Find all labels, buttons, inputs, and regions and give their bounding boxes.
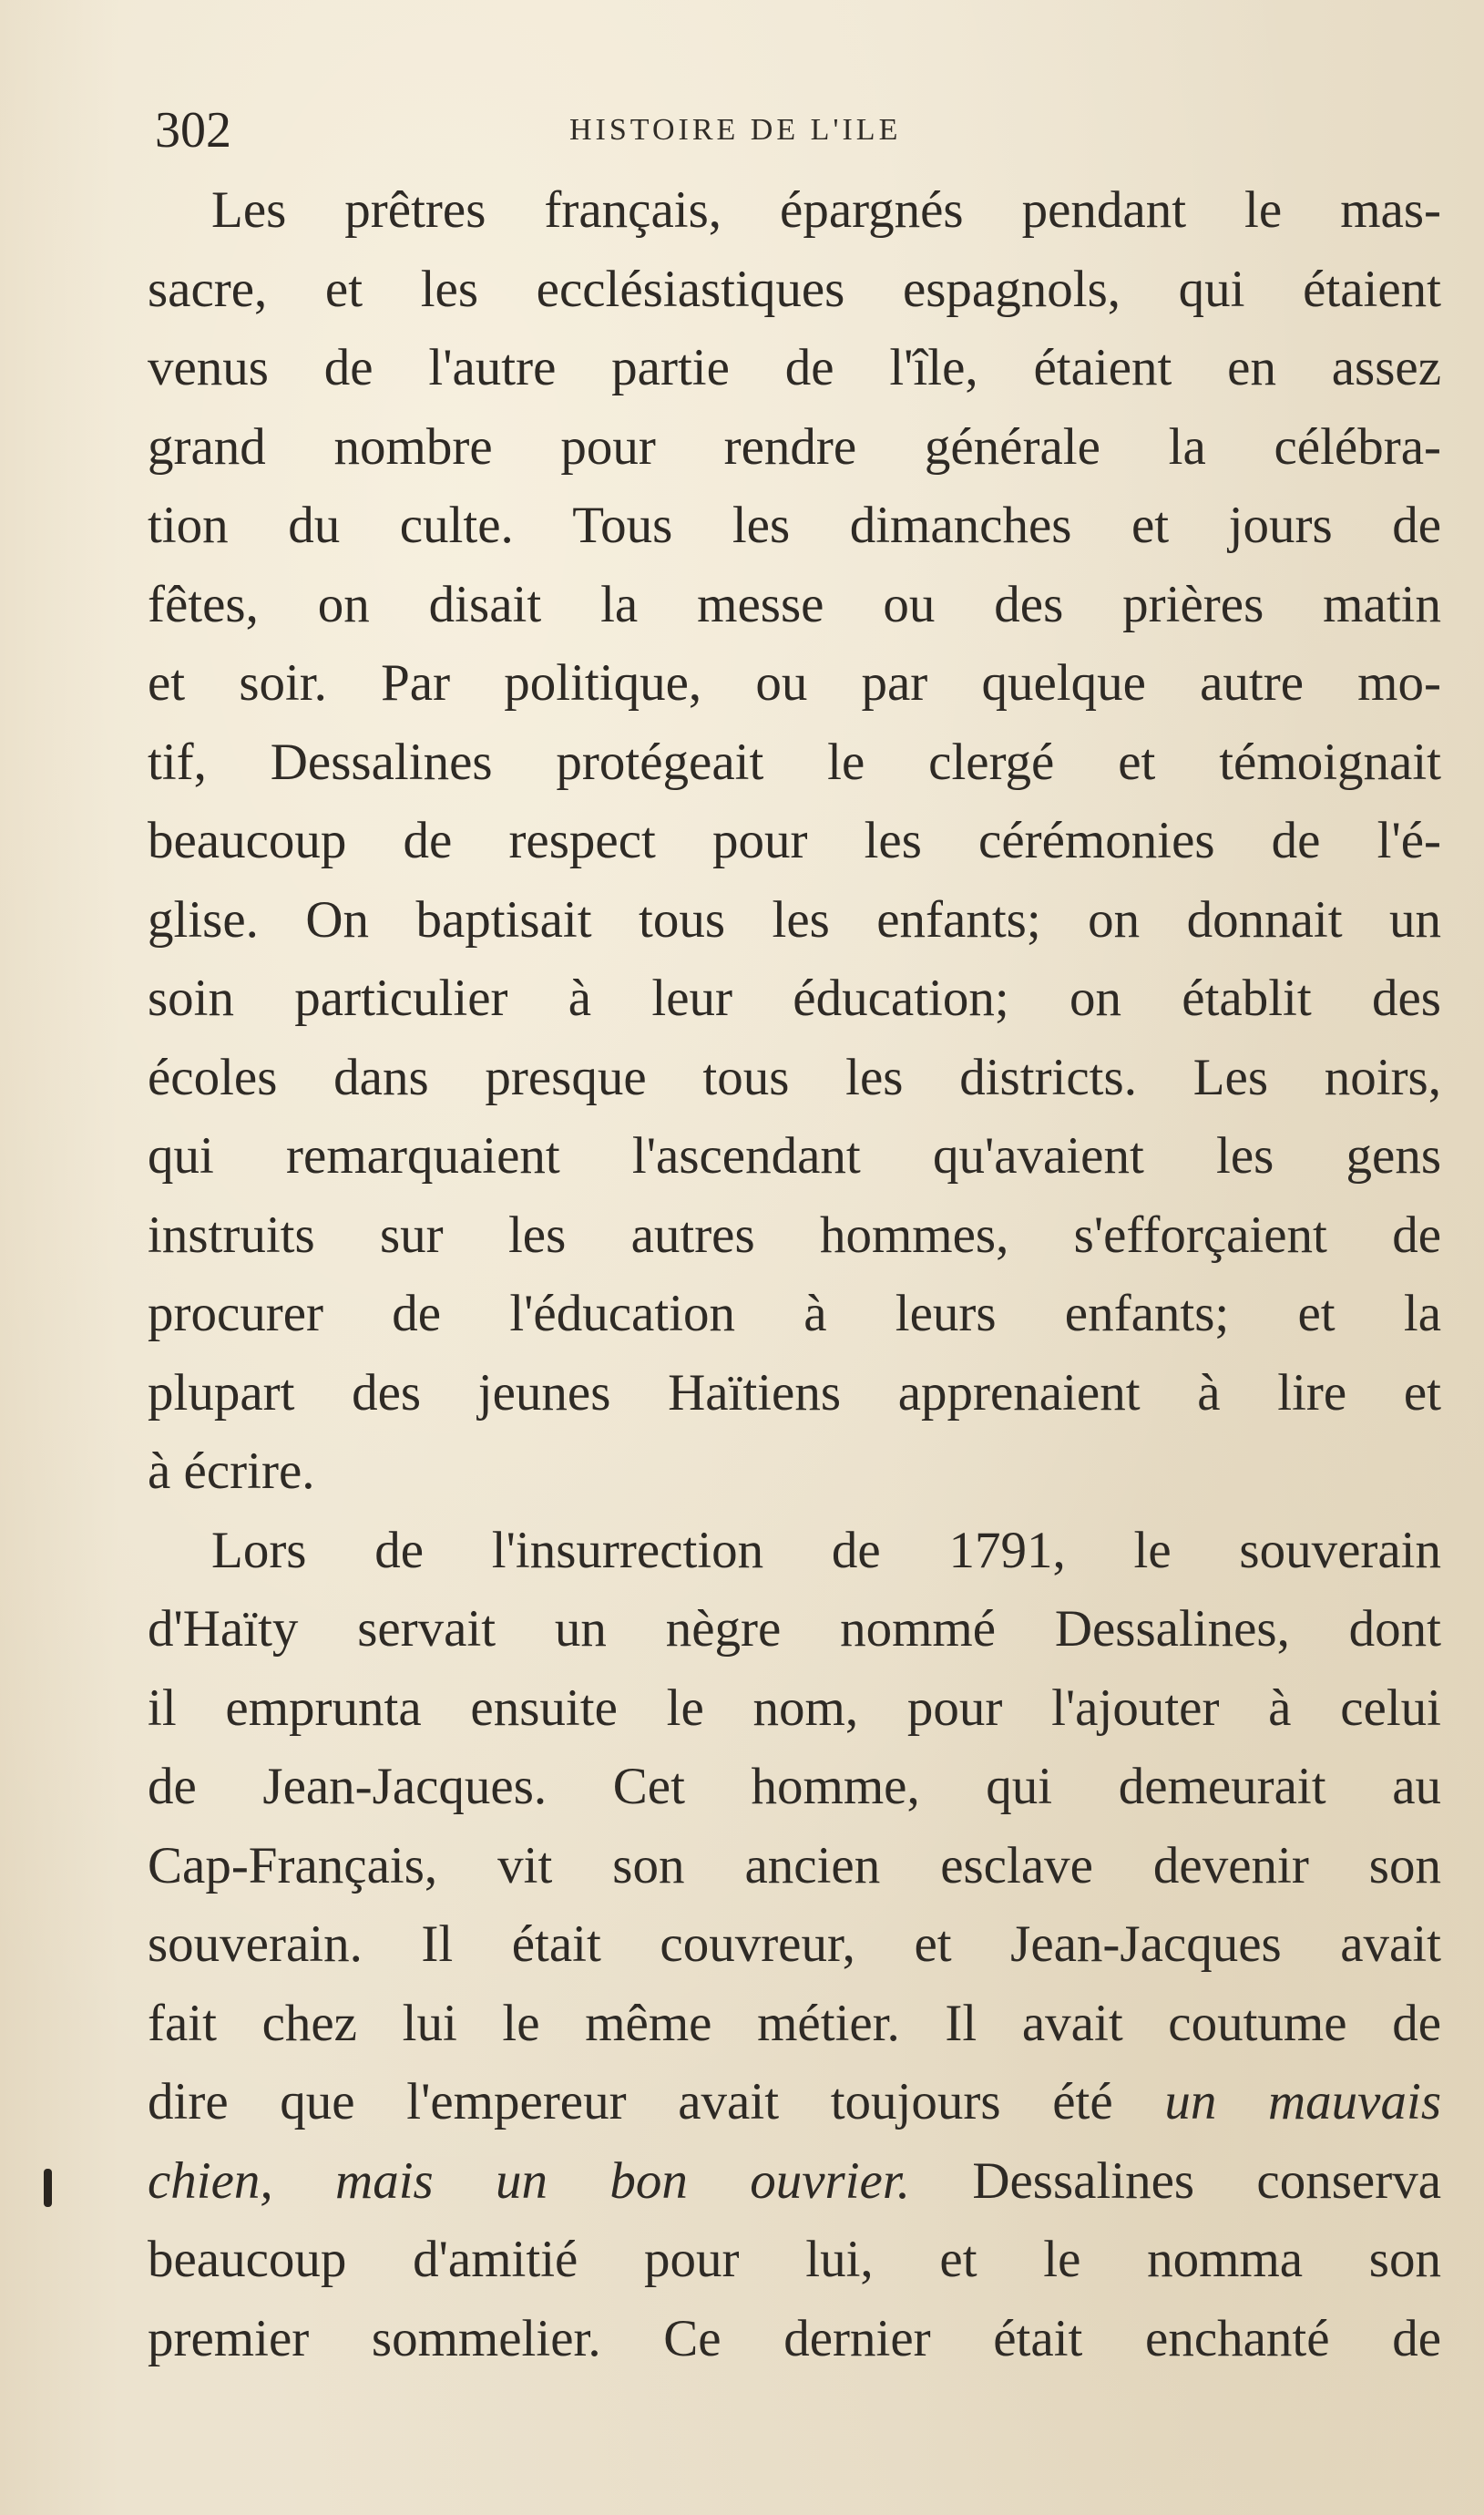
- text-line: venus de l'autre partie de l'île, étaient en assez: [148, 339, 1441, 396]
- text-line: glise. On baptisait tous les enfants; on donnait un: [148, 890, 1441, 949]
- text-line: plupart des jeunes Haïtiens apprenaient à lire et: [148, 1363, 1441, 1422]
- text-line: d'Haïty servait un nègre nommé Dessalines, dont: [148, 1600, 1441, 1658]
- text-segment: dire que l'empereur avait toujours été: [148, 2073, 1113, 2130]
- paragraph-1: [148, 171, 1441, 1512]
- page-number: 302: [155, 102, 231, 159]
- text-line: Lors de l'insurrection de 1791, le souverain: [211, 1521, 1441, 1579]
- text-line: écoles dans presque tous les districts. Les noirs,: [148, 1048, 1441, 1106]
- text-line: beaucoup de respect pour les cérémonies de l'é-: [148, 812, 1441, 869]
- text-line: Cap-Français, vit son ancien esclave devenir son: [148, 1836, 1441, 1894]
- text-line: il emprunta ensuite le nom, pour l'ajouter à celui: [148, 1678, 1441, 1737]
- text-line: tif, Dessalines protégeait le clergé et témoignait: [148, 733, 1441, 791]
- ink-mark: [44, 2169, 52, 2207]
- text-line: procurer de l'éducation à leurs enfants; et la: [148, 1285, 1441, 1342]
- page-body: [148, 171, 1441, 2378]
- text-line: soin particulier à leur éducation; on établit des: [148, 970, 1441, 1027]
- page-header: [155, 98, 1448, 162]
- running-head: HISTOIRE DE L'ILE: [569, 113, 902, 147]
- text-line: fait chez lui le même métier. Il avait coutume de: [148, 1994, 1441, 2052]
- paragraph-2: [148, 1512, 1441, 2379]
- text-line: premier sommelier. Ce dernier était enchanté de: [148, 2309, 1441, 2367]
- text-line: de Jean-Jacques. Cet homme, qui demeurait au: [148, 1758, 1441, 1815]
- text-line: Les prêtres français, épargnés pendant le mas-: [211, 181, 1441, 239]
- text-line: beaucoup d'amitié pour lui, et le nomma son: [148, 2231, 1441, 2288]
- text-segment: Dessalines conserva: [972, 2151, 1441, 2210]
- text-line: instruits sur les autres hommes, s'efforçaient de: [148, 1206, 1441, 1264]
- text-line: grand nombre pour rendre générale la célébra-: [148, 417, 1441, 476]
- text-line: fêtes, on disait la messe ou des prières matin: [148, 575, 1441, 633]
- text-line: souverain. Il était couvreur, et Jean-Jacques avait: [148, 1915, 1441, 1973]
- text-line: à écrire.: [148, 1442, 315, 1500]
- italic-segment: un mauvais: [1164, 2073, 1442, 2130]
- italic-segment: chien, mais un bon ouvrier.: [148, 2151, 910, 2210]
- text-line: tion du culte. Tous les dimanches et jours de: [148, 497, 1441, 554]
- text-line-with-italic: [148, 2142, 1441, 2222]
- text-line: sacre, et les ecclésiastiques espagnols, qui étaient: [148, 260, 1441, 318]
- text-line: qui remarquaient l'ascendant qu'avaient les gens: [148, 1127, 1441, 1185]
- text-line-with-italic: [148, 2063, 1441, 2142]
- text-line: et soir. Par politique, ou par quelque autre mo-: [148, 654, 1441, 712]
